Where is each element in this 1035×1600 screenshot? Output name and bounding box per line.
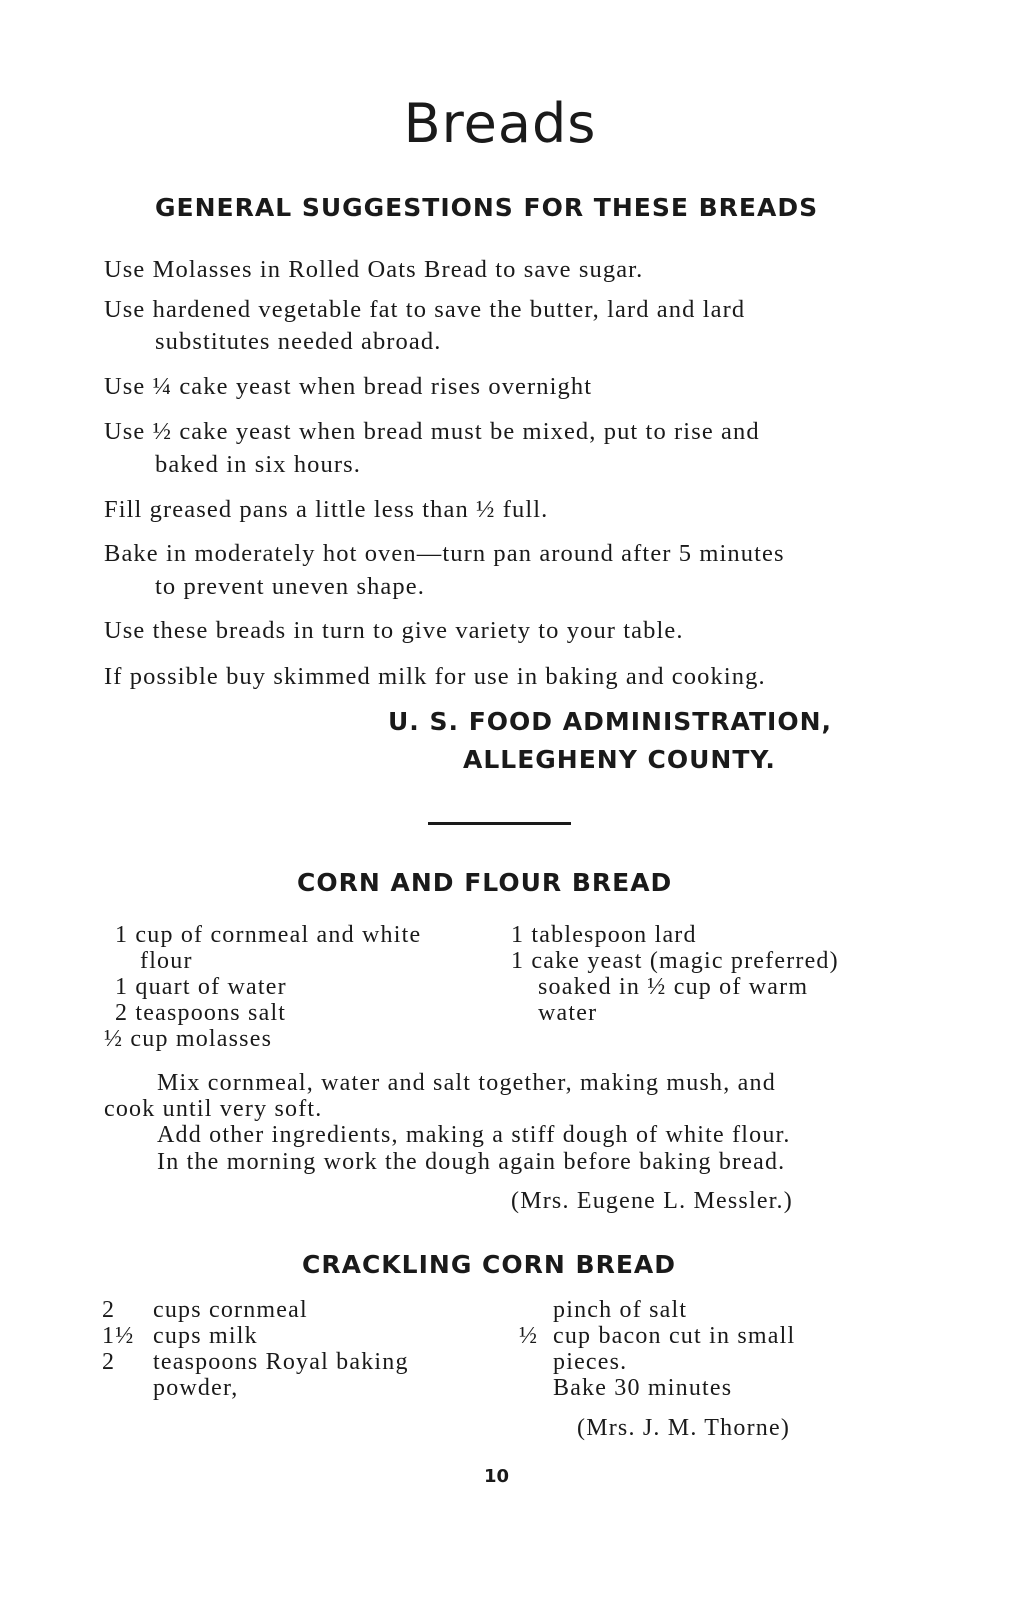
suggestion-7: Use these breads in turn to give variety to your table. (104, 617, 684, 644)
recipe2-qty-5: ½ (519, 1323, 539, 1349)
recipe1-ingredient-2: 1 quart of water (115, 974, 287, 1000)
suggestion-4: Use ½ cake yeast when bread must be mixed, put to rise and (104, 418, 760, 445)
general-heading: GENERAL SUGGESTIONS FOR THESE BREADS (155, 193, 819, 222)
recipe2-ingredient-2: cups milk (153, 1323, 258, 1349)
recipe1-credit: (Mrs. Eugene L. Messler.) (511, 1188, 793, 1214)
recipe2-bake-time: Bake 30 minutes (553, 1375, 733, 1401)
suggestion-3: Use ¼ cake yeast when bread rises overnight (104, 373, 593, 400)
recipe2-qty-1: 2 (102, 1297, 116, 1323)
recipe1-ingredient-6-cont: soaked in ½ cup of warm (538, 974, 809, 1000)
recipe2-title: CRACKLING CORN BREAD (302, 1250, 677, 1279)
recipe1-ingredient-1-cont: flour (140, 948, 193, 974)
recipe1-ingredient-6-cont2: water (538, 1000, 598, 1026)
suggestion-6: Bake in moderately hot oven—turn pan around after 5 minutes (104, 540, 785, 567)
recipe1-direction-2: Add other ingredients, making a stiff dough of white flour. (157, 1122, 791, 1148)
recipe2-ingredient-5-cont: pieces. (553, 1349, 628, 1375)
section-divider (428, 822, 571, 825)
signature-line-2: ALLEGHENY COUNTY. (463, 745, 776, 774)
recipe2-ingredient-4: pinch of salt (553, 1297, 688, 1323)
recipe1-ingredient-1: 1 cup of cornmeal and white (115, 922, 422, 948)
recipe2-ingredient-3-cont: powder, (153, 1375, 239, 1401)
recipe2-credit: (Mrs. J. M. Thorne) (577, 1415, 791, 1441)
recipe2-ingredient-5: cup bacon cut in small (553, 1323, 796, 1349)
recipe1-direction-1-cont: cook until very soft. (104, 1096, 323, 1122)
recipe1-ingredient-4: ½ cup molasses (104, 1026, 273, 1052)
recipe2-qty-2: 1½ (102, 1323, 135, 1349)
recipe1-title: CORN AND FLOUR BREAD (297, 868, 673, 897)
recipe1-direction-3: In the morning work the dough again before baking bread. (157, 1149, 786, 1175)
suggestion-6-cont: to prevent uneven shape. (155, 573, 425, 600)
page-title: Breads (403, 92, 597, 155)
recipe1-ingredient-5: 1 tablespoon lard (511, 922, 697, 948)
recipe1-ingredient-6: 1 cake yeast (magic preferred) (511, 948, 839, 974)
recipe2-qty-3: 2 (102, 1349, 116, 1375)
suggestion-5: Fill greased pans a little less than ½ full. (104, 496, 549, 523)
suggestion-8: If possible buy skimmed milk for use in baking and cooking. (104, 663, 766, 690)
page-number: 10 (484, 1466, 510, 1487)
suggestion-4-cont: baked in six hours. (155, 451, 361, 478)
recipe1-ingredient-3: 2 teaspoons salt (115, 1000, 287, 1026)
recipe2-ingredient-1: cups cornmeal (153, 1297, 308, 1323)
recipe1-direction-1: Mix cornmeal, water and salt together, making mush, and (157, 1070, 776, 1096)
suggestion-1: Use Molasses in Rolled Oats Bread to save sugar. (104, 256, 644, 283)
suggestion-2: Use hardened vegetable fat to save the butter, lard and lard (104, 296, 746, 323)
signature-line-1: U. S. FOOD ADMINISTRATION, (388, 707, 832, 736)
recipe2-ingredient-3: teaspoons Royal baking (153, 1349, 409, 1375)
suggestion-2-cont: substitutes needed abroad. (155, 328, 442, 355)
